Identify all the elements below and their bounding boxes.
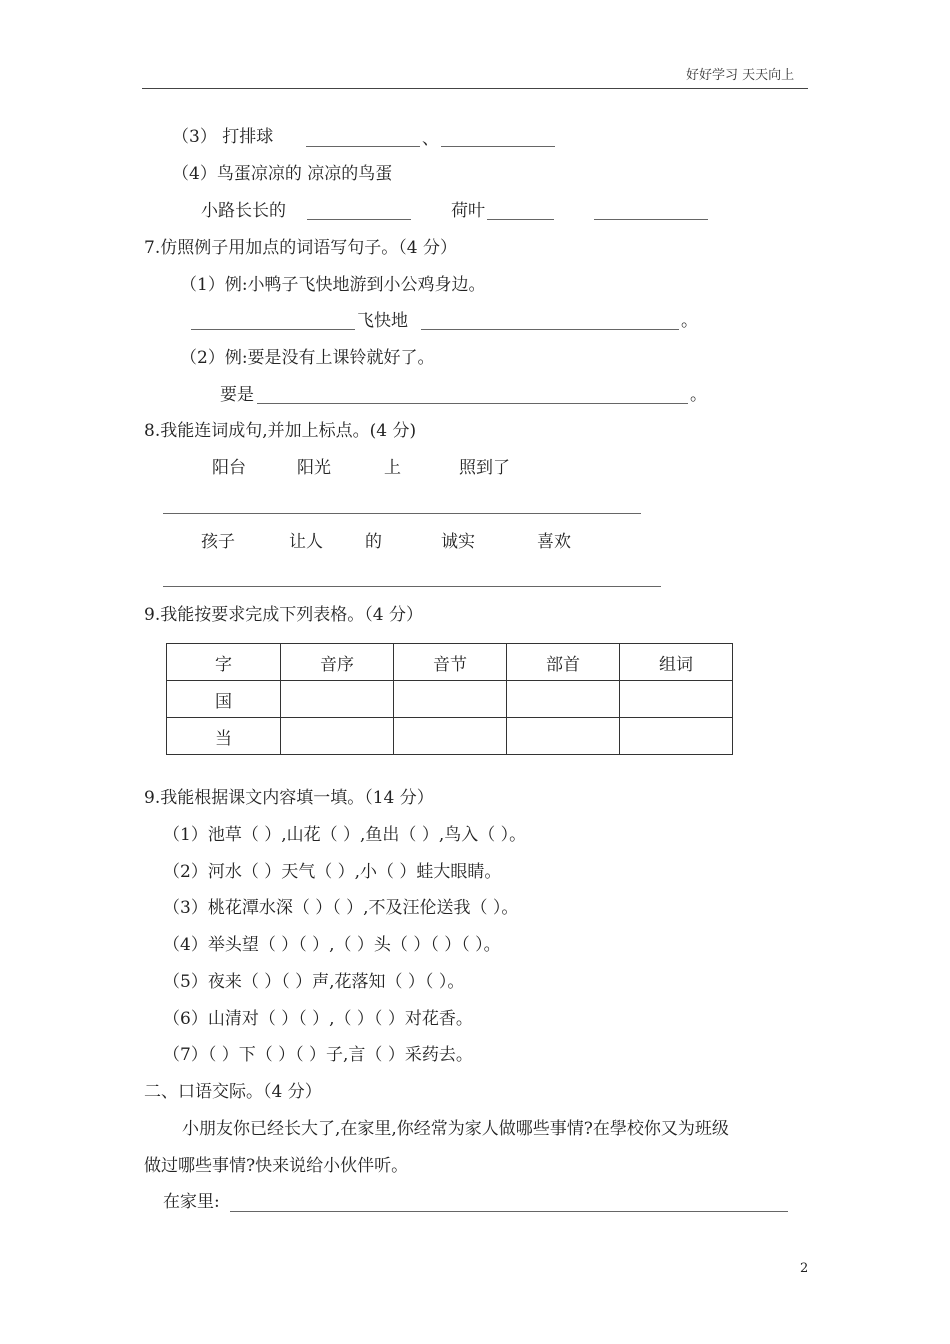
question-8-title: 8.我能连词成句,并加上标点。(4 分) bbox=[144, 421, 417, 441]
table-cell-char: 国 bbox=[167, 681, 281, 718]
question-9b-title: 9.我能根据课文内容填一填。（14 分） bbox=[144, 788, 434, 808]
separator: 、 bbox=[422, 129, 439, 149]
fill-line-5: （5）夜来（ ）（ ）声,花落知（ ）（ ）。 bbox=[163, 972, 465, 992]
table-cell-blank[interactable] bbox=[394, 681, 507, 718]
table-cell-blank[interactable] bbox=[620, 718, 733, 755]
item-4-phrase-b: 荷叶 bbox=[451, 201, 485, 221]
fill-line-7: （7）（ ）下（ ）（ ）子,言（ ）采药去。 bbox=[163, 1045, 473, 1065]
character-table bbox=[166, 643, 733, 755]
table-cell-blank[interactable] bbox=[281, 718, 394, 755]
answer-blank[interactable] bbox=[257, 403, 688, 404]
word-tile: 诚实 bbox=[441, 532, 475, 552]
question-7-example-1: （1）例:小鸭子飞快地游到小公鸡身边。 bbox=[180, 275, 486, 295]
table-header-cell: 字 bbox=[167, 644, 281, 681]
question-7-start: 要是 bbox=[220, 385, 254, 405]
answer-blank[interactable] bbox=[487, 219, 554, 220]
fill-line-2: （2）河水（ ）天气（ ）,小（ ）蛙大眼睛。 bbox=[163, 862, 502, 882]
table-cell-blank[interactable] bbox=[507, 681, 620, 718]
word-tile: 让人 bbox=[289, 532, 323, 552]
section-2-paragraph-line-2: 做过哪些事情?快来说给小伙伴听。 bbox=[144, 1156, 409, 1176]
answer-blank[interactable] bbox=[441, 146, 555, 147]
table-header-cell: 音序 bbox=[281, 644, 394, 681]
table-cell-blank[interactable] bbox=[507, 718, 620, 755]
header-rule bbox=[142, 88, 808, 89]
section-2-paragraph-line-1: 小朋友你已经长大了,在家里,你经常为家人做哪些事情?在學校你又为班级 bbox=[182, 1119, 729, 1139]
fill-line-1: （1）池草（ ）,山花（ ）,鱼出（ ）,鸟入（ ）。 bbox=[163, 825, 527, 845]
table-header-cell: 音节 bbox=[394, 644, 507, 681]
word-tile: 阳台 bbox=[212, 458, 246, 478]
page-number: 2 bbox=[800, 1261, 809, 1276]
answer-blank[interactable] bbox=[594, 219, 708, 220]
word-tile: 阳光 bbox=[297, 458, 331, 478]
answer-blank[interactable] bbox=[421, 329, 679, 330]
section-2-title: 二、口语交际。（4 分） bbox=[144, 1082, 322, 1102]
word-tile: 上 bbox=[384, 458, 401, 478]
table-row bbox=[167, 718, 733, 755]
table-header-cell: 组词 bbox=[620, 644, 733, 681]
table-header-row bbox=[167, 644, 733, 681]
answer-line[interactable] bbox=[230, 1211, 788, 1212]
word-tile: 照到了 bbox=[459, 458, 510, 478]
question-7-example-2: （2）例:要是没有上课铃就好了。 bbox=[180, 348, 435, 368]
question-7-title: 7.仿照例子用加点的词语写句子。（4 分） bbox=[144, 238, 457, 258]
table-cell-blank[interactable] bbox=[394, 718, 507, 755]
answer-line[interactable] bbox=[163, 586, 661, 587]
item-4-phrase-a: 小路长长的 bbox=[201, 201, 286, 221]
table-row bbox=[167, 681, 733, 718]
fill-line-4: （4）举头望（ ）（ ）,（ ）头（ ）（ ）（ ）。 bbox=[163, 935, 501, 955]
answer-blank[interactable] bbox=[307, 219, 411, 220]
question-7-keyword: 飞快地 bbox=[357, 311, 408, 331]
answer-line[interactable] bbox=[163, 513, 641, 514]
answer-blank[interactable] bbox=[306, 146, 420, 147]
period: 。 bbox=[681, 311, 698, 331]
period: 。 bbox=[690, 385, 707, 405]
at-home-label: 在家里: bbox=[163, 1192, 220, 1212]
table-header-cell: 部首 bbox=[507, 644, 620, 681]
fill-line-3: （3）桃花潭水深（ ）（ ）,不及汪伦送我（ ）。 bbox=[163, 898, 519, 918]
item-3-label: （3） 打排球 bbox=[172, 127, 274, 147]
table-cell-blank[interactable] bbox=[281, 681, 394, 718]
item-4-label: （4）鸟蛋凉凉的 凉凉的鸟蛋 bbox=[172, 164, 393, 184]
fill-line-6: （6）山清对（ ）（ ）,（ ）（ ）对花香。 bbox=[163, 1009, 473, 1029]
table-cell-char: 当 bbox=[167, 718, 281, 755]
answer-blank[interactable] bbox=[191, 329, 355, 330]
word-tile: 的 bbox=[365, 532, 382, 552]
page-header-text: 好好学习 天天向上 bbox=[686, 68, 795, 83]
table-cell-blank[interactable] bbox=[620, 681, 733, 718]
word-tile: 喜欢 bbox=[537, 532, 571, 552]
question-9a-title: 9.我能按要求完成下列表格。（4 分） bbox=[144, 605, 423, 625]
word-tile: 孩子 bbox=[201, 532, 235, 552]
